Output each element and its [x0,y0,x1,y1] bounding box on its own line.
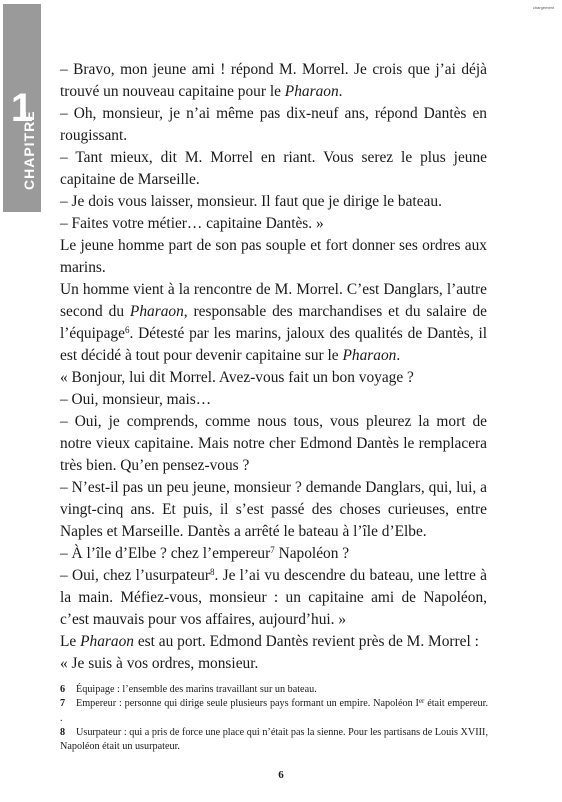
footnote: 8 Usurpateur : qui a pris de force une place qui n’était pas la sienne. Pour les partisans de Louis XVIII, Napoléon était un usurpateur. [60,726,488,753]
paragraph: – Je dois vous laisser, monsieur. Il faut que je dirige le bateau. [60,193,442,210]
corner-mark: chargement [532,5,554,10]
footnote: 7 Empereur : personne qui dirige seule plusieurs pays formant un empire. Napoléon Ier était empereur. . [60,697,488,724]
ship-name: Pharaon [284,83,339,100]
body-text [60,59,487,675]
paragraph: – Oui, chez l’usurpateur$^8$. Je l’ai vu descendre du bateau, une lettre à la main. Méfiez-vous, monsieur : un capitaine ami de Napoléon, c’est mauvais pour vos affaires, aujourd’hui. » [60,567,487,628]
paragraph: – Oui, monsieur, mais… [60,391,212,408]
paragraph: « Je suis à vos ordres, monsieur. [60,655,259,672]
paragraph: – Oui, je comprends, comme nous tous, vous pleurez la mort de notre vieux capitaine. Mais notre cher Edmond Dantès le remplacera très bien. Qu’en pensez-vous ? [60,413,487,474]
footnote-ref: 8 [209,567,215,577]
paragraph: – Faites votre métier… capitaine Dantès. » [60,215,324,232]
paragraph: – Bravo, mon jeune ami ! répond M. Morrel. Je crois que j’ai déjà trouvé un nouveau capitaine pour le Pharaon. [60,61,487,100]
paragraph: Le Pharaon est au port. Edmond Dantès revient près de M. Morrel : [60,633,479,650]
footnote-ref: 6 [124,325,130,335]
paragraph: Un homme vient à la rencontre de M. Morrel. C’est Danglars, l’autre second du Pharaon, responsable des marchandises et du salaire de l’équipage$^6$. Détesté par les marins, jaloux des qualités de Dantès, il est décidé à tout pour devenir capitaine sur le Pharaon. [60,281,487,364]
paragraph: – Oh, monsieur, je n’ai même pas dix-neuf ans, répond Dantès en rougissant. [60,105,487,144]
footnotes [60,683,488,754]
footnote-ref: 7 [270,545,275,555]
footnote-ref: er [418,697,425,706]
paragraph: Le jeune homme part de son pas souple et fort donner ses ordres aux marins. [60,237,487,276]
chapter-label: CHAPITRE [21,110,37,190]
paragraph: – Tant mieux, dit M. Morrel en riant. Vous serez le plus jeune capitaine de Marseille. [60,149,487,188]
footnote-number: 8 [60,726,66,738]
footnote-number: 7 [60,698,66,710]
paragraph: – À l’île d’Elbe ? chez l’empereur$^7$ Napoléon ? [60,545,350,562]
ship-name: Pharaon [342,347,397,364]
footnote-number: 6 [60,684,66,695]
chapter-number: 1 [10,86,34,130]
paragraph: – N’est-il pas un peu jeune, monsieur ? demande Danglars, qui, lui, a vingt-cinq ans. Et puis, il s’est passé des choses curieuses, entre Naples et Marseille. Dantès a arrêté le bateau à l’île d’Elbe. [60,479,487,540]
ship-name: Pharaon [80,633,134,650]
page-number: 6 [278,769,284,781]
paragraph: « Bonjour, lui dit Morrel. Avez-vous fait un bon voyage ? [60,369,414,386]
ship-name: Pharaon [129,303,184,320]
footnote: 6 Équipage : l’ensemble des marins travaillant sur un bateau. [60,683,488,697]
